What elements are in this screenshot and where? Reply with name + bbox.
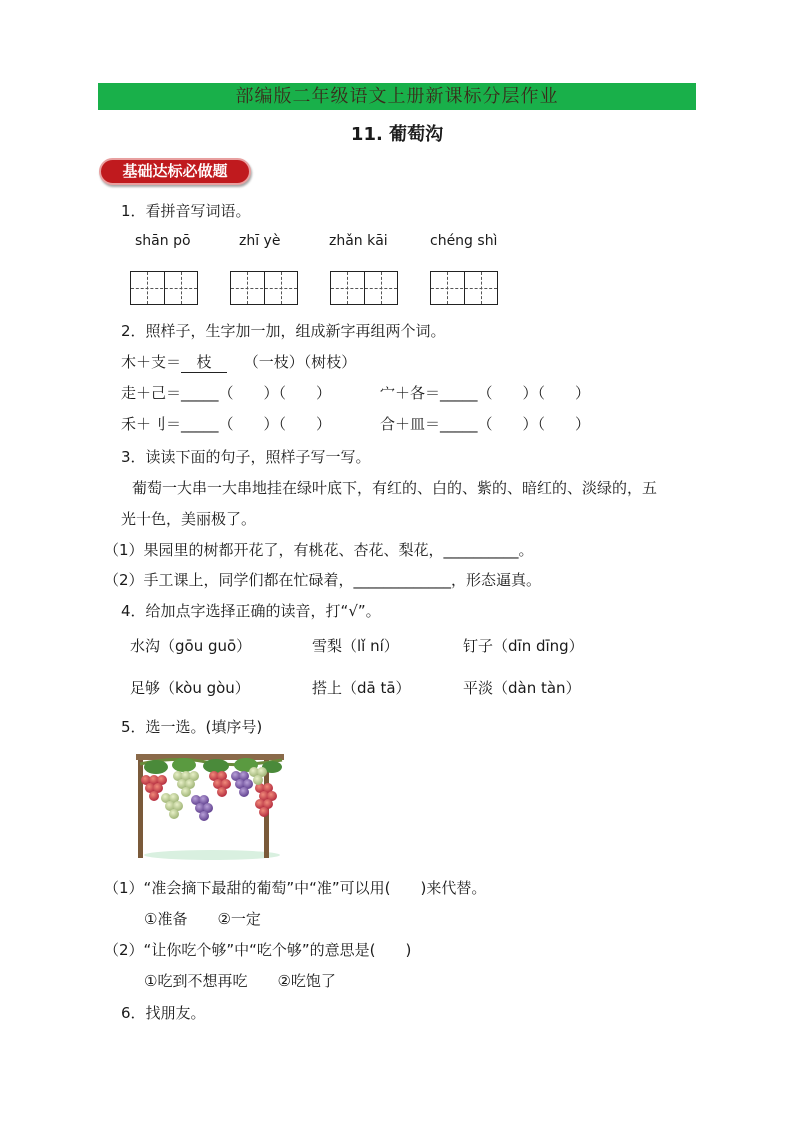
- q3-item1[interactable]: （1）果园里的树都开花了，有桃花、杏花、梨花，__________。: [104, 541, 534, 559]
- q1-writing-grid-1[interactable]: [130, 271, 198, 305]
- q5-sub2[interactable]: （2）“让你吃个够”中“吃个够”的意思是( ): [104, 941, 412, 959]
- q1-writing-grid-2[interactable]: [230, 271, 298, 305]
- header-banner: 部编版二年级语文上册新课标分层作业: [98, 83, 696, 110]
- q2-row1-left[interactable]: 走＋己＝_____（ ）（ ）: [121, 384, 332, 402]
- lesson-title: 11. 葡萄沟: [350, 124, 444, 145]
- q5-prompt: 5．选一选。(填序号): [121, 718, 263, 736]
- q4-r2-c1[interactable]: 足够（kòu gòu）: [130, 679, 250, 697]
- q2-row2-right[interactable]: 合＋皿＝_____（ ）（ ）: [380, 415, 591, 433]
- q2-row2-left[interactable]: 禾＋刂＝_____（ ）（ ）: [121, 415, 332, 433]
- section-label: 基础达标必做题: [99, 158, 251, 185]
- q4-r1-c3[interactable]: 钉子（dīn dīng）: [463, 637, 584, 655]
- q2-prompt: 2．照样子，生字加一加，组成新字再组两个词。: [121, 322, 446, 340]
- grape-trellis-illustration: [136, 752, 288, 862]
- q4-r2-c2[interactable]: 搭上（dā tā）: [312, 679, 411, 697]
- q5-sub2-options: ①吃到不想再吃 ②吃饱了: [144, 972, 336, 990]
- q2-example: [121, 351, 356, 373]
- q5-sub1-options: ①准备 ②一定: [144, 910, 261, 928]
- q3-passage-line1: 葡萄一大串一大串地挂在绿叶底下，有红的、白的、紫的、暗红的、淡绿的，五: [132, 479, 658, 497]
- q1-writing-grid-3[interactable]: [330, 271, 398, 305]
- q1-pinyin-1: shān pō: [135, 233, 191, 249]
- q4-r1-c1[interactable]: 水沟（gōu guō）: [130, 637, 252, 655]
- q2-example-answer: 枝: [181, 351, 227, 373]
- q6-prompt: 6．找朋友。: [121, 1004, 206, 1022]
- q4-r1-c2[interactable]: 雪梨（lǐ ní）: [312, 637, 399, 655]
- q3-passage-line2: 光十色，美丽极了。: [121, 510, 257, 528]
- q1-pinyin-4: chéng shì: [430, 233, 498, 249]
- q2-example-left: 木＋支＝: [121, 353, 182, 371]
- q3-item2[interactable]: （2）手工课上，同学们都在忙碌着，_____________，形态逼真。: [104, 571, 542, 589]
- q4-prompt: 4．给加点字选择正确的读音，打“√”。: [121, 602, 381, 620]
- q5-sub1[interactable]: （1）“准会摘下最甜的葡萄”中“准”可以用( )来代替。: [104, 879, 487, 897]
- q1-writing-grid-4[interactable]: [430, 271, 498, 305]
- q2-example-right: （一枝）（树枝）: [243, 353, 357, 371]
- q2-row1-right[interactable]: 宀＋各＝_____（ ）（ ）: [380, 384, 591, 402]
- q1-pinyin-2: zhī yè: [239, 233, 281, 249]
- q1-pinyin-3: zhǎn kāi: [329, 233, 388, 249]
- q4-r2-c3[interactable]: 平淡（dàn tàn）: [463, 679, 581, 697]
- q1-prompt: 1．看拼音写词语。: [121, 202, 251, 220]
- q3-prompt: 3．读读下面的句子，照样子写一写。: [121, 448, 371, 466]
